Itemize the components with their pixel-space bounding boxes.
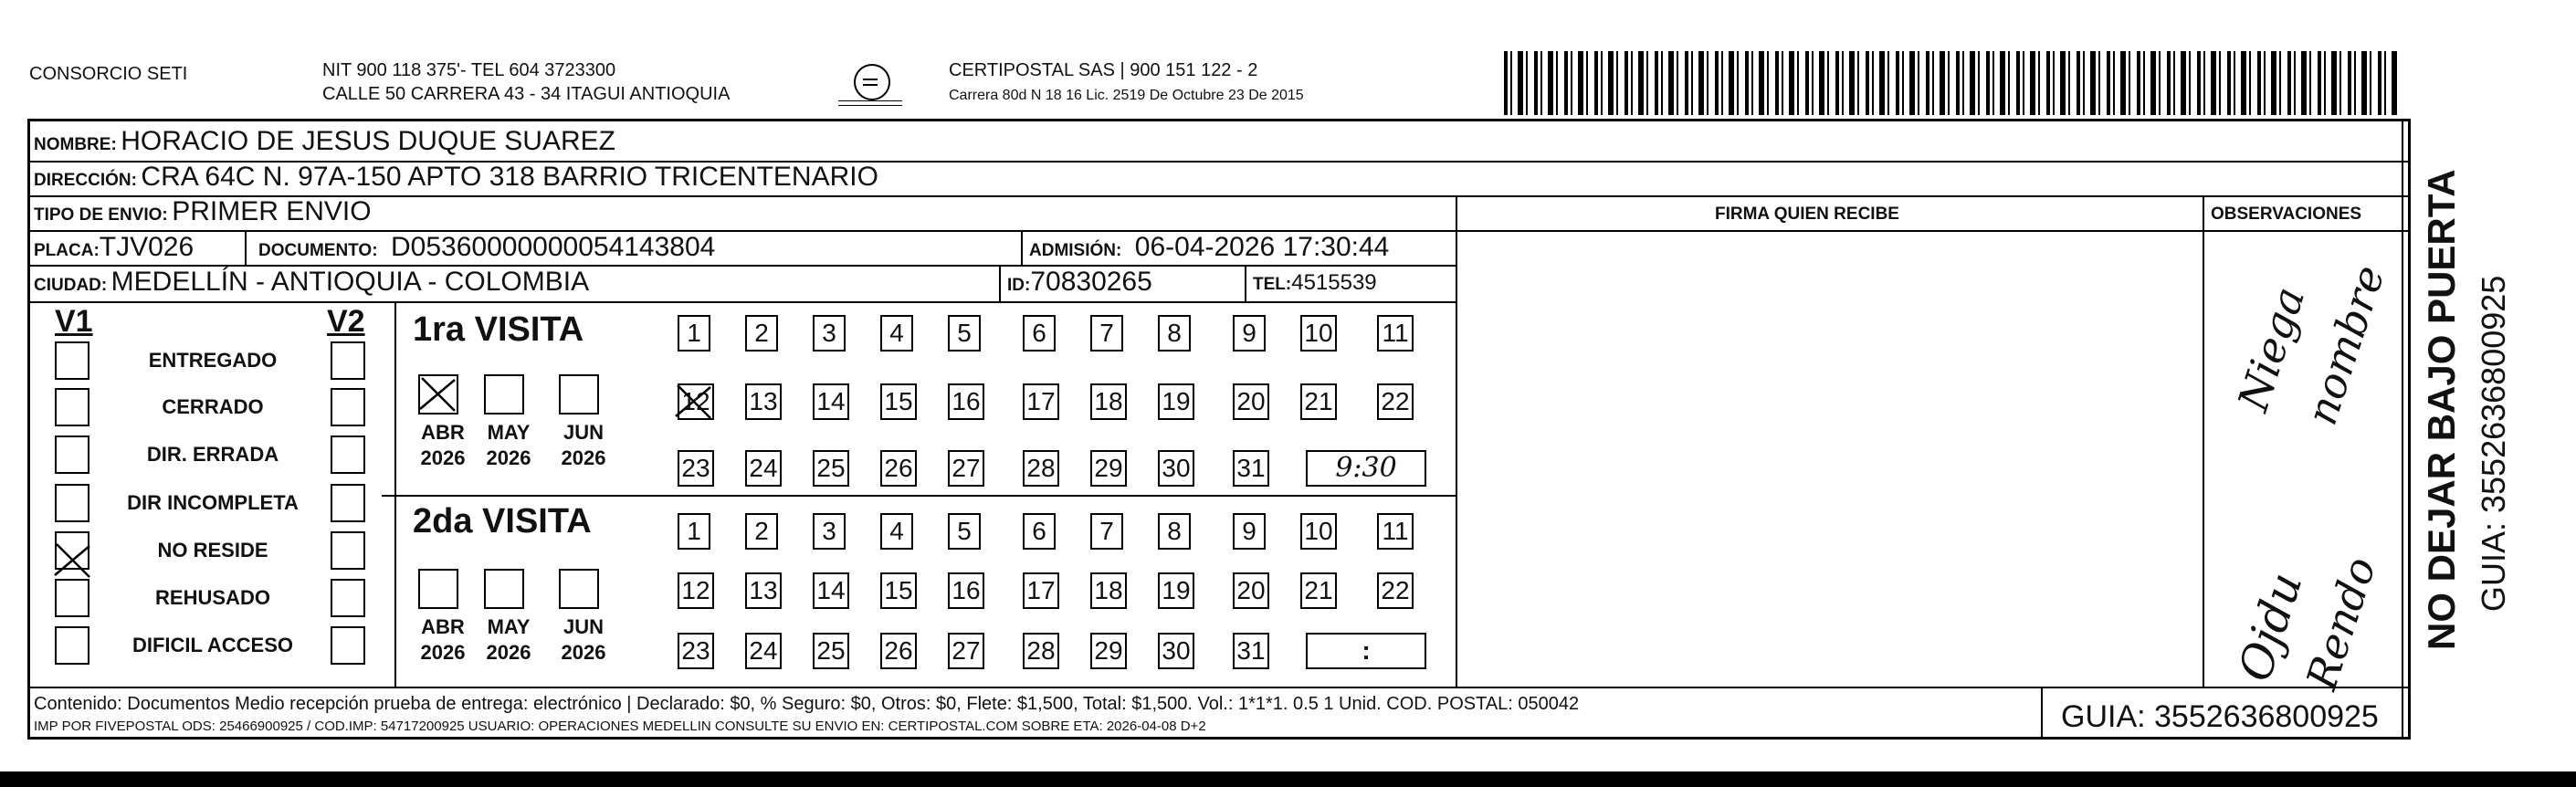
visit1-day-2[interactable]: 2 [745,315,778,352]
visit1-month-label-may [477,420,541,471]
visit2-day-11[interactable]: 11 [1377,513,1414,550]
tipo-label: TIPO DE ENVIO: [34,205,168,225]
status-label-rehusado: REHUSADO [155,586,270,609]
visit2-day-8[interactable]: 8 [1158,513,1191,550]
visit1-day-7[interactable]: 7 [1090,315,1123,352]
v2-checkbox-entregado[interactable] [331,341,365,380]
visit2-day-9[interactable]: 9 [1233,513,1266,550]
visit2-month-year: 2026 [486,641,531,664]
v1-checkbox-dificil-acceso[interactable] [55,626,89,665]
v2-checkbox-dir-errada[interactable] [331,435,365,474]
v1-checkbox-rehusado[interactable] [55,579,89,617]
visit1-day-23[interactable]: 23 [678,450,714,487]
visit1-day-25[interactable]: 25 [813,450,849,487]
visit2-day-4[interactable]: 4 [880,513,913,550]
company-name: CONSORCIO SETI [29,64,188,84]
placa-value: TJV026 [99,232,195,262]
ciudad-value: MEDELLÍN - ANTIOQUIA - COLOMBIA [110,267,590,297]
tel-cell [1253,270,1377,296]
visit2-day-24[interactable]: 24 [745,633,782,669]
visit1-month-year: 2026 [486,446,531,469]
documento-cell [258,232,715,263]
visit2-month-name: ABR [421,615,465,638]
v2-checkbox-dir-incompleta[interactable] [331,484,365,522]
visit2-day-22[interactable]: 22 [1377,572,1414,609]
documento-value: D05360000000054143804 [391,232,716,262]
address-line: CALLE 50 CARRERA 43 - 34 ITAGUI ANTIOQUIA [322,84,731,104]
observacion-nombre: nombre [2297,259,2394,431]
visit2-day-7[interactable]: 7 [1090,513,1123,550]
v1-check-mark-icon [53,540,93,581]
visit2-day-12[interactable]: 12 [678,572,714,609]
status-label-cerrado: CERRADO [162,395,264,418]
visit2-month-year: 2026 [420,641,466,664]
visit2-month-box-jun[interactable] [559,569,599,609]
visit1-month-box-may[interactable] [484,374,524,414]
visit2-month-year: 2026 [561,641,606,664]
visit2-day-13[interactable]: 13 [745,572,782,609]
visit1-month-name: ABR [421,421,465,444]
visit1-month-year: 2026 [561,446,606,469]
visit1-month-year: 2026 [420,446,466,469]
observacion-niega: Niega [2228,280,2315,417]
visit1-time: 9:30 [1335,452,1397,484]
visit1-day-21[interactable]: 21 [1300,383,1337,420]
visit2-month-label-abr [411,614,475,666]
visit2-day-20[interactable]: 20 [1233,572,1269,609]
visit2-month-box-may[interactable] [484,569,524,609]
visit1-day-4[interactable]: 4 [880,315,913,352]
admision-value: 06-04-2026 17:30:44 [1134,232,1390,262]
logo-wordmark-icon [838,100,902,106]
placa-cell [34,232,194,263]
license-line: Carrera 80d N 18 16 Lic. 2519 De Octubre 23 De 2015 [949,88,1304,103]
scan-edge [0,771,2576,787]
visit1-day-13[interactable]: 13 [745,383,782,420]
visit1-day-8[interactable]: 8 [1158,315,1191,352]
visit1-month-box-jun[interactable] [559,374,599,414]
visit1-day-1[interactable]: 1 [678,315,710,352]
side-warning: NO DEJAR BAJO PUERTA [2420,169,2463,650]
tipo-value: PRIMER ENVIO [172,196,372,226]
id-cell [1007,267,1152,298]
visit2-day-14[interactable]: 14 [813,572,849,609]
v2-checkbox-dificil-acceso[interactable] [331,626,365,665]
visit1-day-30[interactable]: 30 [1158,450,1194,487]
visit2-time-box[interactable] [1306,633,1426,669]
status-label-entregado: ENTREGADO [148,349,278,372]
visit2-day-5[interactable]: 5 [948,513,981,550]
visit1-month-name: MAY [487,421,531,444]
visit1-day-5[interactable]: 5 [948,315,981,352]
visit2-day-6[interactable]: 6 [1023,513,1056,550]
ciudad-cell [34,267,589,298]
status-label-dificil-acceso: DIFICIL ACCESO [131,634,293,656]
visit1-day-27[interactable]: 27 [948,450,984,487]
v1-header: V1 [55,304,93,339]
visit1-month-label-abr [411,420,475,471]
visit2-day-18[interactable]: 18 [1090,572,1127,609]
visit1-day-29[interactable]: 29 [1090,450,1127,487]
documento-label: DOCUMENTO: [258,241,378,260]
id-label: ID: [1007,276,1031,295]
visit1-month-label-jun [552,420,615,471]
visit1-day-22[interactable]: 22 [1377,383,1414,420]
delivery-form [27,119,2411,740]
visit2-day-1[interactable]: 1 [678,513,710,550]
visit1-day-31[interactable]: 31 [1233,450,1269,487]
status-label-no-reside: NO RESIDE [157,539,268,561]
visit1-day-16[interactable]: 16 [948,383,984,420]
certipostal-logo-icon [854,64,890,100]
visit1-day-18[interactable]: 18 [1090,383,1127,420]
v1-checkbox-entregado[interactable] [55,341,89,380]
contenido-text: Contenido: Documentos Medio recepción prueba de entrega: electrónico | Declarado: $0, % Seguro: $0, Otros: $0, Flete: $1,500, Total: $1,500. Vol.: 1*1*1. 0.5 1 Unid. COD. POSTAL: 050042 [34,694,1580,714]
nombre-value: HORACIO DE JESUS DUQUE SUAREZ [121,126,615,156]
visit2-month-label-jun [552,614,615,666]
visit1-month-name: JUN [563,421,604,444]
visit2-time: : [1362,636,1371,665]
visit1-day-11[interactable]: 11 [1377,315,1414,352]
visit1-day-28[interactable]: 28 [1023,450,1059,487]
admision-cell [1029,232,1389,263]
nit-line: NIT 900 118 375'- TEL 604 3723300 [322,60,616,80]
visit1-title: 1ra VISITA [413,310,584,349]
visit2-month-label-may [477,614,541,666]
tel-label: TEL: [1253,275,1292,294]
v2-checkbox-cerrado[interactable] [331,388,365,426]
visit2-day-28[interactable]: 28 [1023,633,1059,669]
status-label-dir-errada: DIR. ERRADA [146,443,279,466]
v1-checkbox-dir-errada[interactable] [55,435,89,474]
nombre-row [34,126,615,157]
visit2-day-30[interactable]: 30 [1158,633,1194,669]
v1-checkbox-cerrado[interactable] [55,388,89,426]
visit2-day-2[interactable]: 2 [745,513,778,550]
visit2-day-23[interactable]: 23 [678,633,714,669]
visit1-day-15[interactable]: 15 [880,383,917,420]
visit2-day-29[interactable]: 29 [1090,633,1127,669]
visit2-day-15[interactable]: 15 [880,572,917,609]
visit1-day-19[interactable]: 19 [1158,383,1194,420]
visit2-day-10[interactable]: 10 [1300,513,1337,550]
v1-checkbox-dir-incompleta[interactable] [55,484,89,522]
visit2-day-16[interactable]: 16 [948,572,984,609]
direccion-row [34,162,878,193]
visit1-day-3[interactable]: 3 [813,315,846,352]
signature-2: Rendo [2297,551,2386,696]
visit2-day-25[interactable]: 25 [813,633,849,669]
visit2-day-19[interactable]: 19 [1158,572,1194,609]
visit2-month-name: MAY [487,615,531,638]
visit1-day-26[interactable]: 26 [880,450,917,487]
visit2-day-31[interactable]: 31 [1233,633,1269,669]
signature-1: Ojdu [2228,566,2313,687]
visit2-day-26[interactable]: 26 [880,633,917,669]
v2-header: V2 [327,304,365,339]
admision-label: ADMISIÓN: [1029,241,1122,260]
direccion-label: DIRECCIÓN: [34,171,137,190]
visit1-day-14[interactable]: 14 [813,383,849,420]
imp-text: IMP POR FIVEPOSTAL ODS: 25466900925 / COD.IMP: 54717200925 USUARIO: OPERACIONES MEDELLIN CONSULTE SU ENVIO EN: CERTIPOSTAL.COM SOBRE ETA: 2026-04-08 D+2 [34,719,1206,734]
visit1-day-9[interactable]: 9 [1233,315,1266,352]
tipo-row [34,196,372,227]
visit1-day-check-icon [674,382,714,422]
visit2-month-box-abr[interactable] [418,569,458,609]
v2-checkbox-no-reside[interactable] [331,531,365,570]
direccion-value: CRA 64C N. 97A-150 APTO 318 BARRIO TRICENTENARIO [141,162,878,192]
visit2-day-27[interactable]: 27 [948,633,984,669]
visit1-month-check-icon [418,374,458,414]
visit1-day-17[interactable]: 17 [1023,383,1059,420]
visit1-day-10[interactable]: 10 [1300,315,1337,352]
firma-header: FIRMA QUIEN RECIBE [1715,205,1899,224]
id-value: 70830265 [1030,267,1152,297]
observaciones-header: OBSERVACIONES [2211,205,2362,224]
ciudad-label: CIUDAD: [34,276,108,295]
certipostal-line: CERTIPOSTAL SAS | 900 151 122 - 2 [949,60,1258,80]
status-label-dir-incompleta: DIR INCOMPLETA [127,491,299,514]
visit1-day-20[interactable]: 20 [1233,383,1269,420]
visit1-day-24[interactable]: 24 [745,450,782,487]
visit2-title: 2da VISITA [413,502,592,540]
visit1-day-12[interactable]: 12 [678,383,714,420]
visit1-day-6[interactable]: 6 [1023,315,1056,352]
placa-label: PLACA: [34,241,100,260]
nombre-label: NOMBRE: [34,135,117,154]
side-guia: GUIA: 3552636800925 [2475,275,2512,612]
visit2-day-21[interactable]: 21 [1300,572,1337,609]
footer-guia: GUIA: 3552636800925 [2061,699,2379,734]
tel-value: 4515539 [1291,270,1377,295]
visit2-day-3[interactable]: 3 [813,513,846,550]
visit2-month-name: JUN [563,615,604,638]
visit2-day-17[interactable]: 17 [1023,572,1059,609]
v2-checkbox-rehusado[interactable] [331,579,365,617]
barcode-icon [1504,51,2399,115]
visit1-time-box[interactable] [1306,450,1426,487]
